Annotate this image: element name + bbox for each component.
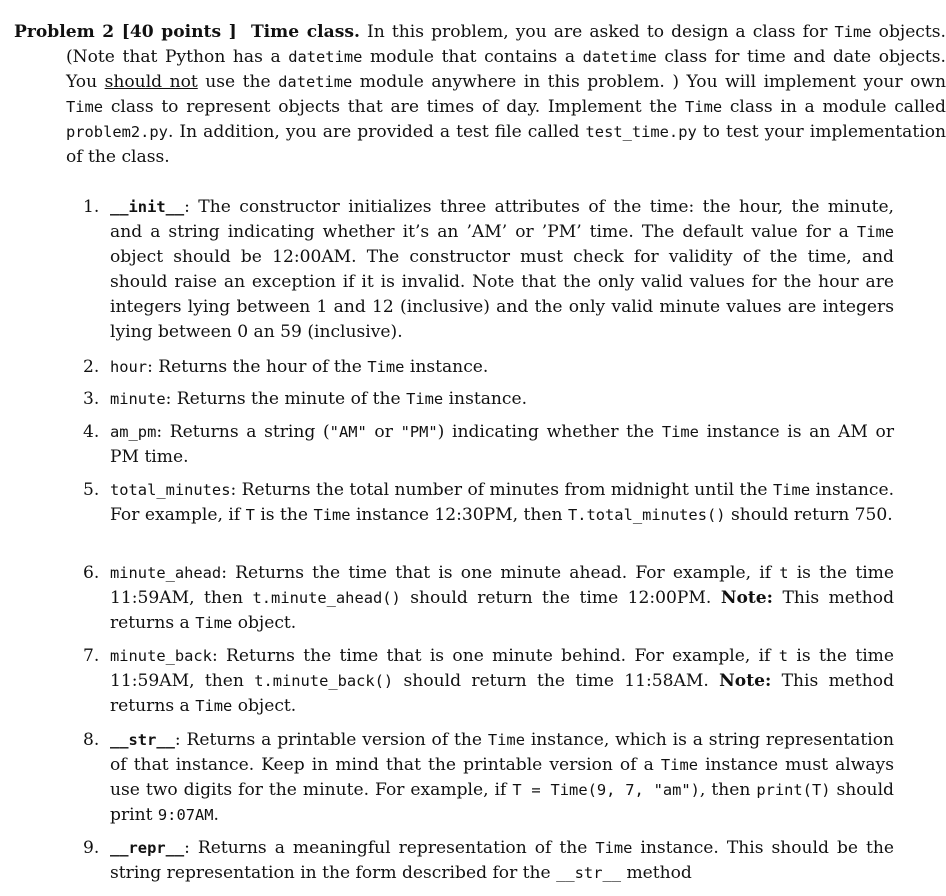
item-number: 7. [83, 646, 100, 666]
list-item [83, 387, 894, 412]
method-name: __str__ [110, 731, 175, 749]
item-text: ) indicating whether the [437, 422, 655, 442]
item-text: instance is an AM or PM time. [110, 422, 895, 467]
code-term: t [779, 564, 789, 582]
code-term: Time [661, 423, 699, 441]
intro-text: use the [205, 72, 271, 92]
code-term: Time [487, 731, 525, 749]
list-item [83, 195, 894, 345]
method-name: am_pm [110, 423, 157, 441]
code-term: "PM" [400, 423, 438, 441]
item-text: : Returns the time that is one minute ahead. For example, if [221, 563, 772, 583]
list-item [83, 355, 894, 380]
code-term: T.total_minutes() [567, 506, 726, 524]
code-term: Time [856, 223, 894, 241]
item-text: : Returns the time that is one minute behind. For example, if [211, 646, 771, 666]
item-text: instance must always use two digits for the minute. For example, if [110, 755, 894, 800]
item-text: : The constructor initializes three attributes of the time: the hour, the minute, and a string indicating whether it’s an ’AM’ or ’PM’ time. The default value for a [110, 197, 894, 242]
item-text: object. [237, 613, 297, 633]
item-text: should return 750. [730, 505, 893, 525]
note-label: Note: [720, 588, 773, 608]
item-text: instance 12:30PM, then [355, 505, 563, 525]
code-term: Time [406, 390, 444, 408]
item-text: : Returns the total number of minutes from midnight until the [230, 480, 768, 500]
problem-intro [14, 20, 946, 170]
item-text: instance. [448, 389, 528, 409]
method-name: __init__ [110, 198, 185, 216]
item-text: is the time 11:59AM, then [110, 646, 894, 691]
code-term: Time [66, 98, 104, 116]
item-number: 3. [83, 389, 100, 409]
problem-heading: Problem 2 [40 points ] [14, 22, 237, 42]
list-item [83, 728, 894, 828]
item-text: object. [237, 696, 297, 716]
code-term: 9:07AM [157, 806, 214, 824]
intro-text: class to represent objects that are times of day. Implement the [110, 97, 678, 117]
item-text: instance. This should be the string representation in the form described for the [110, 838, 895, 883]
code-term: "AM" [329, 423, 367, 441]
code-term: datetime [582, 48, 657, 66]
method-name: __repr__ [110, 839, 185, 857]
intro-text: . In addition, you are provided a test file called [167, 122, 580, 142]
intro-text: class for time and date objects. You [66, 47, 946, 92]
code-term: t.minute_back() [254, 672, 394, 690]
method-name: minute_back [110, 647, 212, 665]
emphasis-should-not: should not [104, 72, 198, 92]
intro-text: module anywhere in this problem. ) You will implement your own [359, 72, 946, 92]
item-text: is the [260, 505, 308, 525]
code-term: test_time.py [585, 123, 697, 141]
code-term: print(T) [756, 781, 831, 799]
intro-text: to test your implementation of the class. [66, 122, 946, 167]
item-text: object should be 12:00AM. The constructor must check for validity of the time, and should raise an exception if it is invalid. Note that the only valid values for the hour are integers lying between 1 and 12 (inclusive) and the only valid minute values are integers lying between 0 an 59 (inclusive). [110, 247, 894, 342]
code-term: datetime [278, 73, 353, 91]
item-number: 5. [83, 480, 100, 500]
item-text: instance. [409, 357, 489, 377]
code-term: Time [834, 23, 872, 41]
method-name: total_minutes [110, 481, 231, 499]
code-term: datetime [288, 48, 363, 66]
problem-title: Time class. [250, 22, 360, 42]
list-item [83, 420, 895, 470]
code-term: T = Time(9, 7, "am") [512, 781, 700, 799]
item-text: instance. For example, if [110, 480, 895, 525]
note-label: Note: [719, 671, 772, 691]
code-term: Time [313, 506, 351, 524]
code-term: Time [773, 481, 811, 499]
item-text: This method returns a [110, 588, 895, 633]
code-term: Time [595, 839, 633, 857]
code-term: t.minute_ahead() [252, 589, 401, 607]
method-name: hour [110, 358, 148, 376]
item-text: should return the time 12:00PM. [410, 588, 712, 608]
method-name: minute [110, 390, 166, 408]
item-text: : Returns a string ( [156, 422, 330, 442]
item-text: : Returns the minute of the [165, 389, 401, 409]
list-item [83, 836, 895, 886]
item-number: 8. [83, 730, 100, 750]
code-term: Time [195, 614, 233, 632]
item-number: 1. [83, 197, 100, 217]
list-item [83, 644, 895, 719]
code-term: t [778, 647, 789, 665]
item-text: should return the time 11:58AM. [403, 671, 709, 691]
code-term: __str__ [556, 864, 621, 882]
code-term: Time [660, 756, 698, 774]
code-term: T [245, 506, 255, 524]
item-text: . [213, 805, 219, 825]
item-text: method [626, 863, 692, 883]
intro-text: In this problem, you are asked to design a class for [367, 22, 828, 42]
code-term: Time [685, 98, 723, 116]
item-text: : Returns the hour of the [147, 357, 362, 377]
item-text: or [374, 422, 393, 442]
item-text: This method returns a [110, 671, 895, 716]
item-text: : Returns a meaningful representation of the [184, 838, 588, 858]
code-term: Time [195, 697, 233, 715]
intro-text: module that contains a [369, 47, 576, 67]
item-number: 2. [83, 357, 100, 377]
item-number: 9. [83, 838, 100, 858]
item-text: is the time 11:59AM, then [110, 563, 895, 608]
item-number: 6. [83, 563, 100, 583]
item-text: instance, which is a string representation of that instance. Keep in mind that the printable version of a [110, 730, 894, 775]
code-term: Time [367, 358, 405, 376]
method-name: minute_ahead [110, 564, 222, 582]
list-item [83, 478, 895, 528]
item-text: : Returns a printable version of the [174, 730, 483, 750]
item-text: should print [110, 780, 894, 825]
intro-text: objects. (Note that Python has a [66, 22, 946, 67]
intro-text: class in a module called [729, 97, 946, 117]
code-term: problem2.py [66, 123, 168, 141]
item-number: 4. [83, 422, 100, 442]
list-item [83, 561, 895, 636]
item-text: , then [699, 780, 751, 800]
